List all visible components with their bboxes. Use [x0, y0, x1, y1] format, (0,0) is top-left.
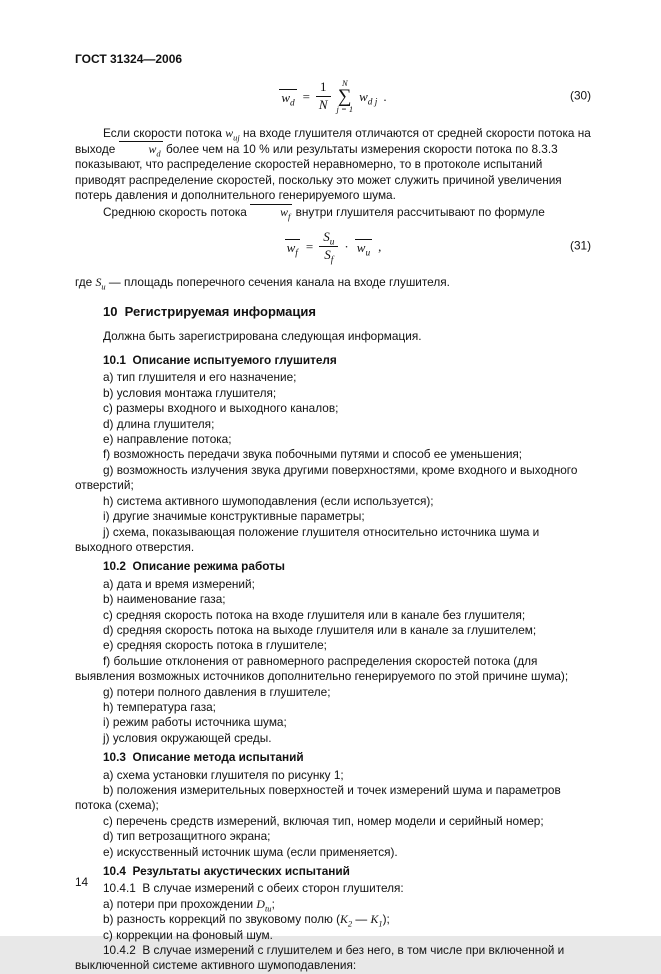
section-10-intro: Должна быть зарегистрирована следующая информация. — [103, 328, 422, 343]
summation-operator: N ∑ j = 1 — [336, 78, 354, 114]
list-item: a) потери при прохождении $D_{tu}$; — [103, 896, 275, 914]
subsection-10-4-title: 10.4 Результаты акустических испытаний — [103, 864, 350, 879]
clause-10-4-1: 10.4.1 В случае измерений с обеих сторон глушителя: — [103, 881, 404, 896]
list-item: i) другие значимые конструктивные параметры; — [103, 509, 365, 524]
list-item: d) средняя скорость потока на выходе глушителя или в канале за глушителем; — [103, 622, 537, 637]
formula-number: (30) — [570, 88, 591, 103]
list-item: i) режим работы источника шума; — [103, 715, 287, 730]
subsection-10-3-title: 10.3 Описание метода испытаний — [103, 750, 304, 765]
list-item: j) схема, показывающая положение глушителя относительно источника шума и выходного отверстия. — [75, 524, 540, 554]
list-item: d) длина глушителя; — [103, 416, 215, 431]
list-item: f) большие отклонения от равномерного распределения скоростей потока (для выявления возможных источников дополнительно генерируемого по этой причине шума); — [75, 653, 569, 684]
formula-number: (31) — [570, 238, 591, 253]
mean-velocity-wu: $w_u$ — [356, 239, 371, 259]
list-item: g) потери полного давления в глушителе; — [103, 684, 331, 699]
list-item: c) перечень средств измерений, включая тип, номер модели и серийный номер; — [103, 813, 544, 828]
summand-wdj: $w_{d j}$ — [359, 88, 378, 108]
list-item: b) условия монтажа глушителя; — [103, 385, 277, 400]
list-item: b) наименование газа; — [103, 592, 226, 607]
list-item: e) искусственный источник шума (если применяется). — [103, 844, 398, 859]
paragraph-where-definition: где $S_u$ — площадь поперечного сечения канала на входе глушителя. — [75, 274, 450, 292]
multiplication-dot: · — [344, 238, 349, 254]
list-item: j) условия окружающей среды. — [103, 730, 272, 745]
formula-terminator: , — [378, 238, 382, 254]
list-item: h) температура газа; — [103, 699, 216, 714]
list-item: c) коррекции на фоновый шум. — [103, 927, 273, 942]
fraction-Su-over-Sf: $\frac{S_u}{S_f}$ — [319, 230, 338, 263]
formula-30 — [75, 79, 591, 113]
list-item: d) тип ветрозащитного экрана; — [103, 829, 271, 844]
subsection-10-2-title: 10.2 Описание режима работы — [103, 559, 286, 574]
list-item: a) дата и время измерений; — [103, 576, 255, 591]
subsection-10-1-title: 10.1 Описание испытуемого глушителя — [103, 353, 337, 368]
list-item: b) положения измерительных поверхностей и точек измерений шума и параметров потока (схема); — [75, 783, 561, 813]
paragraph-flow-velocity: Если скорости потока $w_{uj}$ на входе глушителя отличаются от средней скорости потока на выходе $w_d$ более чем на 10 % или результаты измерения скорости потока по 8.3.3 показывают, что распределение скоростей неравномерно, то в протоколе испытаний приводят распределение скоростей, поскольку это может служить причиной увеличения потерь давления и дополнительного генерируемого шума. — [75, 125, 591, 203]
formula-31-body — [285, 228, 382, 266]
formula-30-body — [279, 79, 386, 113]
equals-sign: = — [305, 238, 314, 254]
list-item: c) размеры входного и выходного каналов; — [103, 401, 339, 416]
list-item: a) тип глушителя и его назначение; — [103, 370, 297, 385]
list-item: c) средняя скорость потока на входе глушителя или в канале без глушителя; — [103, 607, 526, 622]
list-item: e) средняя скорость потока в глушителе; — [103, 638, 327, 653]
list-item: e) направление потока; — [103, 432, 232, 447]
standard-reference: ГОСТ 31324—2006 — [75, 52, 183, 66]
list-item: h) система активного шумоподавления (если используется); — [103, 493, 434, 508]
mean-velocity-wf: $w_f$ — [286, 239, 298, 259]
mean-velocity-wd: $w_d$ — [281, 89, 295, 109]
formula-31 — [75, 228, 591, 266]
section-10-title: 10 Регистрируемая информация — [103, 304, 316, 320]
equals-sign: = — [302, 88, 311, 104]
clause-10-4-2: 10.4.2 В случае измерений с глушителем и без него, в том числе при включенной и выключенной системе активного шумоподавления: — [75, 943, 565, 973]
page-number: 14 — [75, 874, 89, 889]
paragraph-mean-velocity: Среднюю скорость потока $w_f$ внутри глушителя рассчитывают по формуле — [103, 204, 545, 221]
list-item: b) разность коррекций по звуковому полю ($K_2$ — $K_1$); — [103, 912, 390, 929]
formula-terminator: . — [383, 88, 387, 104]
fraction-1-over-N: $\frac{1}{N}$ — [316, 80, 331, 113]
list-item: a) схема установки глушителя по рисунку 1; — [103, 767, 344, 782]
list-item: g) возможность излучения звука другими поверхностями, кроме входного и выходного отверстий; — [75, 462, 578, 493]
list-item: f) возможность передачи звука побочными путями и способ ее уменьшения; — [103, 447, 523, 462]
